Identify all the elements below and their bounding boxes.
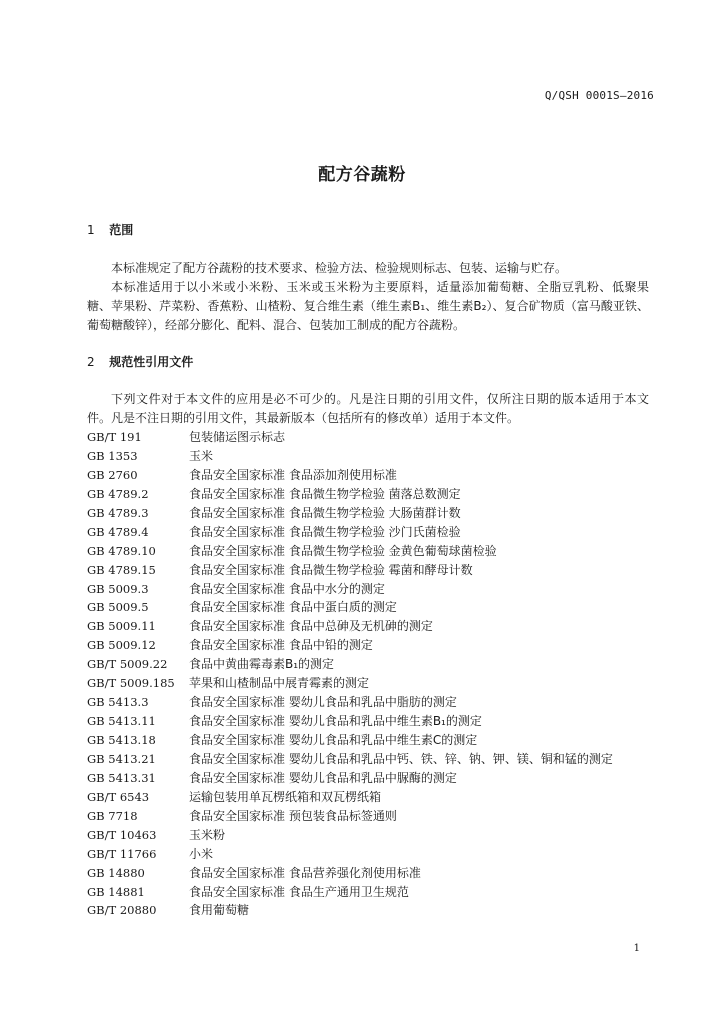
reference-title: 玉米 xyxy=(189,448,214,463)
reference-title: 食品安全国家标准 食品微生物学检验 霉菌和酵母计数 xyxy=(189,562,473,577)
reference-title: 食品安全国家标准 食品微生物学检验 菌落总数测定 xyxy=(189,486,461,501)
reference-code: GB 5009.5 xyxy=(87,600,149,615)
paragraph: 本标准规定了配方谷蔬粉的技术要求、检验方法、检验规则标志、包装、运输与贮存。 xyxy=(111,261,568,275)
reference-code: GB 5009.3 xyxy=(87,581,149,596)
reference-row xyxy=(87,542,667,561)
reference-code: GB 14880 xyxy=(87,865,145,880)
reference-title: 食品安全国家标准 食品生产通用卫生规范 xyxy=(189,884,409,899)
section-number: 1 xyxy=(87,223,95,237)
reference-code: GB 5413.21 xyxy=(87,751,156,766)
reference-code: GB 5413.3 xyxy=(87,695,149,710)
reference-title: 食品安全国家标准 食品添加剂使用标准 xyxy=(189,467,397,482)
section-heading-scope xyxy=(87,221,133,238)
reference-row xyxy=(87,883,667,902)
reference-code: GB/T 5009.185 xyxy=(87,676,175,691)
reference-code: GB/T 10463 xyxy=(87,827,157,842)
reference-title: 食品安全国家标准 婴幼儿食品和乳品中维生素C的测定 xyxy=(189,733,478,747)
document-title: 配方谷蔬粉 xyxy=(318,165,406,185)
reference-title: 食品安全国家标准 食品中水分的测定 xyxy=(189,581,385,596)
reference-title: 食品安全国家标准 婴幼儿食品和乳品中脂肪的测定 xyxy=(189,695,457,710)
reference-code: GB/T 11766 xyxy=(87,846,157,861)
reference-row xyxy=(87,769,667,788)
paragraph: 本标准适用于以小米或小米粉、玉米或玉米粉为主要原料，适量添加葡萄糖、全脂豆乳粉、低聚果糖、苹果粉、芹菜粉、香蕉粉、山楂粉、复合维生素（维生素B₁、维生素B₂）、复合矿物质（富马酸亚铁、葡萄糖酸锌），经部分膨化、配料、混合、包装加工制成的配方谷蔬粉。 xyxy=(87,280,649,332)
reference-code: GB 1353 xyxy=(87,448,138,463)
reference-row xyxy=(87,580,667,599)
reference-row xyxy=(87,598,667,617)
section-heading-normative-references xyxy=(87,353,193,370)
reference-row xyxy=(87,807,667,826)
reference-title: 食品安全国家标准 食品微生物学检验 金黄色葡萄球菌检验 xyxy=(189,543,497,558)
paragraph: 下列文件对于本文件的应用是必不可少的。凡是注日期的引用文件，仅所注日期的版本适用于本文件。凡是不注日期的引用文件，其最新版本（包括所有的修改单）适用于本文件。 xyxy=(87,392,649,425)
reference-row xyxy=(87,636,667,655)
section-title: 规范性引用文件 xyxy=(109,355,194,369)
reference-code: GB/T 20880 xyxy=(87,903,157,918)
reference-row xyxy=(87,428,667,447)
reference-title: 小米 xyxy=(189,846,214,861)
section-title: 范围 xyxy=(109,223,134,237)
standard-number: Q/QSH 0001S—2016 xyxy=(544,89,654,102)
reference-code: GB 5413.31 xyxy=(87,770,156,785)
reference-row xyxy=(87,864,667,883)
reference-title: 食品安全国家标准 食品营养强化剂使用标准 xyxy=(189,865,421,880)
reference-row xyxy=(87,447,667,466)
reference-code: GB 4789.10 xyxy=(87,543,156,558)
reference-code: GB/T 5009.22 xyxy=(87,657,168,672)
reference-title: 食品安全国家标准 预包装食品标签通则 xyxy=(189,808,397,823)
reference-code: GB 4789.2 xyxy=(87,486,149,501)
reference-code: GB 5413.11 xyxy=(87,714,156,729)
reference-row xyxy=(87,485,667,504)
reference-title: 食品安全国家标准 食品微生物学检验 沙门氏菌检验 xyxy=(189,524,461,539)
reference-title: 包装储运图示标志 xyxy=(189,430,286,444)
reference-title: 食品安全国家标准 婴幼儿食品和乳品中维生素B₁的测定 xyxy=(189,714,482,729)
reference-code: GB 5413.18 xyxy=(87,733,156,747)
reference-row xyxy=(87,731,667,750)
page-number: 1 xyxy=(633,943,640,954)
reference-row xyxy=(87,845,667,864)
reference-code: GB/T 191 xyxy=(87,430,142,444)
reference-row xyxy=(87,750,667,769)
reference-title: 苹果和山楂制品中展青霉素的测定 xyxy=(189,676,370,691)
reference-row xyxy=(87,788,667,807)
reference-code: GB 2760 xyxy=(87,467,138,482)
reference-row xyxy=(87,712,667,731)
reference-title: 食品安全国家标准 食品中铅的测定 xyxy=(189,638,373,653)
reference-row xyxy=(87,674,667,693)
reference-title: 食品安全国家标准 食品中蛋白质的测定 xyxy=(189,600,397,615)
reference-title: 食品安全国家标准 食品微生物学检验 大肠菌群计数 xyxy=(189,505,461,520)
section-number: 2 xyxy=(87,355,95,369)
reference-code: GB 14881 xyxy=(87,884,145,899)
reference-row xyxy=(87,617,667,636)
reference-title: 食品安全国家标准 婴幼儿食品和乳品中钙、铁、锌、钠、钾、镁、铜和锰的测定 xyxy=(189,751,613,766)
reference-code: GB 5009.12 xyxy=(87,638,156,653)
reference-title: 食品中黄曲霉毒素B₁的测定 xyxy=(189,657,335,672)
reference-row xyxy=(87,655,667,674)
reference-row xyxy=(87,826,667,845)
reference-code: GB/T 6543 xyxy=(87,789,150,804)
reference-row xyxy=(87,466,667,485)
reference-title: 运输包装用单瓦楞纸箱和双瓦楞纸箱 xyxy=(189,789,382,804)
reference-title: 玉米粉 xyxy=(189,827,226,842)
reference-row xyxy=(87,693,667,712)
reference-row xyxy=(87,523,667,542)
reference-title: 食用葡萄糖 xyxy=(189,903,250,918)
reference-title: 食品安全国家标准 食品中总砷及无机砷的测定 xyxy=(189,619,433,634)
reference-code: GB 7718 xyxy=(87,808,138,823)
reference-code: GB 4789.3 xyxy=(87,505,149,520)
reference-code: GB 5009.11 xyxy=(87,619,156,634)
reference-row xyxy=(87,504,667,523)
reference-row xyxy=(87,901,667,920)
reference-code: GB 4789.15 xyxy=(87,562,156,577)
reference-title: 食品安全国家标准 婴幼儿食品和乳品中脲酶的测定 xyxy=(189,770,457,785)
reference-list xyxy=(87,428,667,920)
reference-row xyxy=(87,561,667,580)
reference-code: GB 4789.4 xyxy=(87,524,149,539)
